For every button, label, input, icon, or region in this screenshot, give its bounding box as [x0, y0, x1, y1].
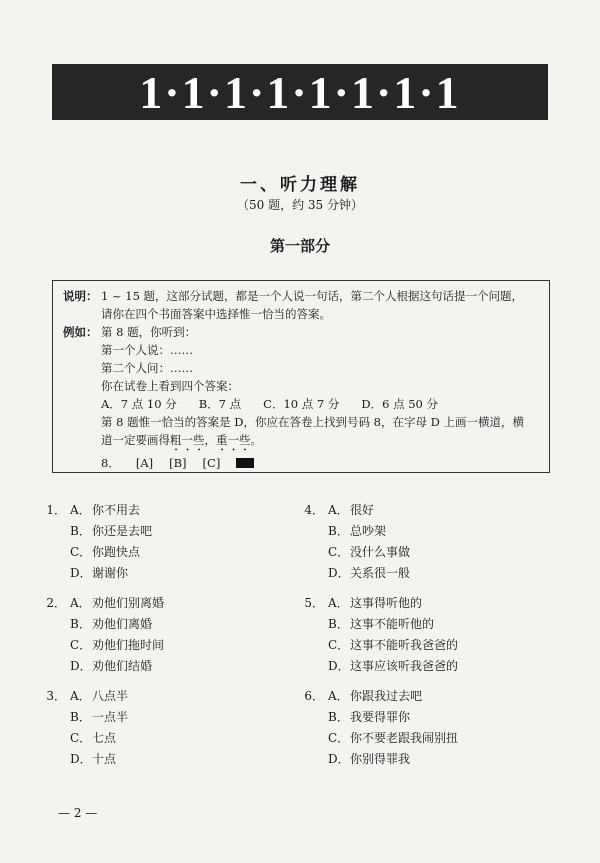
option-letter: A． [328, 689, 349, 703]
emphasized-text: 粗一些，重一些 [170, 433, 251, 447]
option-text: 这事不能听他的 [350, 617, 435, 631]
option-text: 关系很一般 [350, 566, 411, 580]
example-speaker-2: 第二个人问：…… [101, 361, 193, 375]
option-letter: D． [328, 752, 350, 766]
explanation-text: 。 [250, 433, 262, 447]
question-1 [46, 500, 152, 584]
option-text: 劝他们别离婚 [92, 596, 165, 610]
question-6 [304, 686, 458, 770]
section-title: 一、听力理解 [240, 175, 360, 195]
option-text: 很好 [350, 503, 375, 517]
option-text: 你不用去 [92, 503, 141, 517]
option-text: 一点半 [92, 710, 129, 724]
option-text: 劝他们结婚 [92, 659, 153, 673]
option-text: 你跟我过去吧 [350, 689, 423, 703]
example-answers [63, 395, 539, 413]
example-answer: A．7 点 10 分 [101, 397, 177, 411]
example-heading: 第 8 题，你听到： [101, 325, 197, 339]
option-letter: A． [328, 503, 349, 517]
option-letter: B． [328, 524, 349, 538]
example-prompt: 你在试卷上看到四个答案： [101, 379, 239, 393]
option-text: 你别得罪我 [350, 752, 411, 766]
option-letter: B． [70, 617, 91, 631]
option-text: 十点 [92, 752, 117, 766]
question-3 [46, 686, 128, 770]
option-letter: D． [70, 752, 92, 766]
option-letter: C． [328, 731, 350, 745]
option-text: 没什么事做 [350, 545, 411, 559]
question-number: 5． [304, 596, 324, 610]
section-subtitle: （50 题，约 35 分钟） [237, 198, 363, 212]
part-title: 第一部分 [269, 237, 330, 255]
option-letter: C． [328, 545, 350, 559]
option-letter: D． [328, 566, 350, 580]
question-number: 3． [46, 689, 66, 703]
question-5 [304, 593, 458, 677]
question-4 [304, 500, 410, 584]
answer-mark: [C] [202, 456, 221, 470]
example-answer: B．7 点 [198, 397, 242, 411]
option-letter: C． [328, 638, 350, 652]
option-letter: A． [70, 503, 91, 517]
answer-mark: [B] [169, 456, 187, 470]
option-letter: D． [328, 659, 350, 673]
option-letter: C． [70, 731, 92, 745]
option-text: 这事应该听我爸爸的 [350, 659, 459, 673]
filled-mark-d [236, 458, 254, 468]
question-number: 2． [46, 596, 66, 610]
example-explanation-2 [63, 431, 539, 454]
option-letter: C． [70, 638, 92, 652]
option-letter: D． [70, 566, 92, 580]
option-text: 总吵架 [350, 524, 387, 538]
option-text: 你跑快点 [92, 545, 141, 559]
option-text: 这事得听他的 [350, 596, 423, 610]
option-text: 你不要老跟我闹别扭 [350, 731, 459, 745]
question-number: 1． [46, 503, 66, 517]
option-text: 我要得罪你 [350, 710, 411, 724]
instructions-label: 说明： [63, 289, 98, 303]
example-speaker-1: 第一个人说：…… [101, 343, 193, 357]
option-letter: B． [328, 710, 349, 724]
option-text: 你还是去吧 [92, 524, 153, 538]
sheet-number: 8． [101, 456, 120, 470]
option-letter: A． [328, 596, 349, 610]
option-letter: A． [70, 596, 91, 610]
option-text: 劝他们离婚 [92, 617, 153, 631]
example-explanation-1: 第 8 题惟一恰当的答案是 D，你应在答卷上找到号码 8，在字母 D 上画一横道，横 [101, 415, 525, 429]
instructions-line-2: 请你在四个书面答案中选择惟一恰当的答案。 [101, 307, 331, 321]
option-letter: B． [328, 617, 349, 631]
question-number: 4． [304, 503, 324, 517]
page-number: — 2 — [58, 806, 98, 820]
answer-mark: [A] [135, 456, 154, 470]
option-text: 这事不能听我爸爸的 [350, 638, 459, 652]
question-number: 6． [304, 689, 324, 703]
option-letter: B． [70, 710, 91, 724]
option-text: 谢谢你 [92, 566, 129, 580]
example-answer: D．6 点 50 分 [361, 397, 439, 411]
answer-sheet-example [63, 454, 539, 472]
instructions-line-1: 1 ~ 15 题，这部分试题，都是一个人说一句话，第二个人根据这句话提一个问题， [101, 289, 524, 303]
option-letter: C． [70, 545, 92, 559]
instructions-box [52, 280, 550, 473]
option-letter: D． [70, 659, 92, 673]
volume-banner: 1·1·1·1·1·1·1·1 [52, 64, 548, 120]
option-text: 七点 [92, 731, 117, 745]
example-label: 例如： [63, 325, 98, 339]
explanation-text: 道一定要画得 [101, 433, 170, 447]
option-letter: A． [70, 689, 91, 703]
option-letter: B． [70, 524, 91, 538]
option-text: 八点半 [92, 689, 129, 703]
option-text: 劝他们拖时间 [92, 638, 165, 652]
question-2 [46, 593, 164, 677]
example-answer: C．10 点 7 分 [263, 397, 340, 411]
